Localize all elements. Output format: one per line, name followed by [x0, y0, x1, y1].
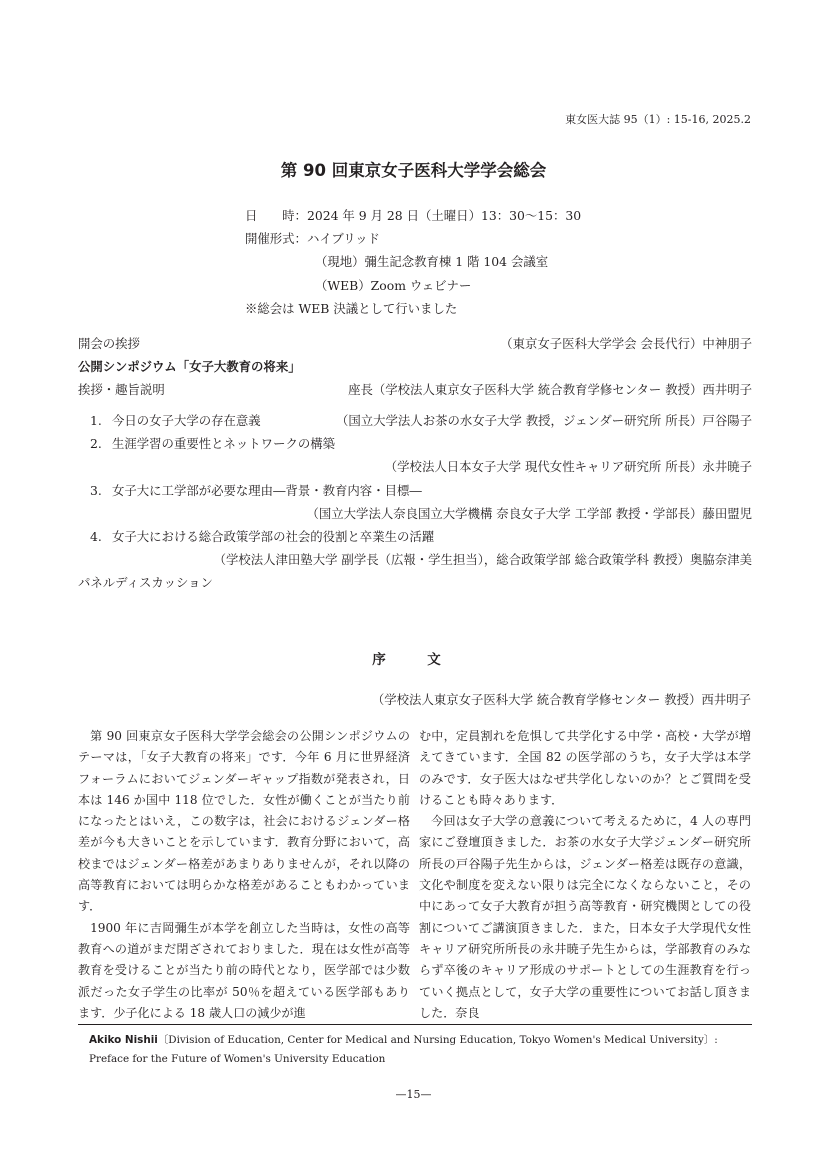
preface-paragraph: 1900 年に吉岡彌生が本学を創立した当時は，女性の高等教育への道がまだ閉ざされておりました．現在は女性が高等教育を受けることが当たり前の時代となり，医学部では少数派だった女子学生の比率が 50％を超えている医学部もあります．少子化による 18 歳人口の減少が進 — [78, 920, 410, 1020]
talk-number: 4. — [90, 528, 102, 544]
talk-title: 今日の女子大学の存在意義 — [112, 413, 261, 429]
opening-speaker: （東京女子医科大学学会 会長代行）中神朋子 — [500, 336, 752, 351]
preface-paragraph-continued: む中，定員割れを危惧して共学化する中学・高校・大学が増えてきています．全国 82 の医学部のうち，女子大学は本学のみです．女子医大はなぜ共学化しないのか？とご質問を受けることも時々あります． — [419, 729, 751, 807]
preface-title: 序 文 — [372, 652, 455, 668]
talk-speaker: （国立大学法人お茶の水女子大学 教授，ジェンダー研究所 所長）戸谷陽子 — [335, 413, 752, 429]
footnote — [89, 1031, 745, 1069]
venue-web: （WEB）Zoom ウェビナー — [315, 277, 472, 293]
program-symposium — [78, 355, 752, 378]
venue-onsite: （現地）彌生記念教育棟 1 階 104 会議室 — [315, 254, 549, 270]
preface-author: （学校法人東京女子医科大学 統合教育学修センター 教授）西井明子 — [371, 692, 751, 707]
talk-number: 2. — [90, 436, 102, 452]
talk-4 — [78, 525, 752, 548]
talk-speaker: （学校法人日本女子大学 現代女性キャリア研究所 所長）永井暁子 — [384, 459, 752, 475]
talk-3 — [78, 479, 752, 502]
opening-label: 開会の挨拶 — [78, 336, 140, 351]
page-number: —15— — [395, 1088, 432, 1101]
panel-discussion: パネルディスカッション — [78, 574, 213, 590]
talk-2 — [78, 432, 752, 455]
meeting-datetime: 日 時：2024 年 9 月 28 日（土曜日）13：30〜15：30 — [245, 208, 582, 223]
meeting-info — [245, 204, 581, 320]
meeting-format: 開催形式：ハイブリッド — [245, 231, 380, 247]
talk-title: 生涯学習の重要性とネットワークの構築 — [112, 436, 336, 452]
talk-title: 女子大に工学部が必要な理由―背景・教育内容・目標― — [112, 482, 422, 498]
program-panel — [78, 571, 752, 594]
meeting-note: ※総会は WEB 決議として行いました — [245, 300, 458, 316]
preface-paragraph: 第 90 回東京女子医科大学学会総会の公開シンポジウムのテーマは，「女子大教育の将来」です．今年 6 月に世界経済フォーラムにおいてジェンダーギャップ指数が発表され，日本は 146 か国中 118 位でした．女性が働くことが当たり前になったとはいえ，この数字は，社会におけるジェンダー格差が今も大きいことを示しています．教育分野において，高校まではジェンダー格差があまりありませんが，それ以降の高等教育においては明らかな格差があることもわかっています． — [78, 729, 410, 914]
program-intro — [78, 378, 752, 401]
talk-1 — [78, 409, 752, 432]
talk-speaker: （学校法人津田塾大学 副学長（広報・学生担当），総合政策学部 総合政策学科 教授）奥脇奈津美 — [213, 551, 752, 567]
talk-2-speaker-row — [78, 455, 752, 478]
page-title: 第 90 回東京女子医科大学学会総会 — [280, 161, 547, 180]
symposium-title: 公開シンポジウム「女子大教育の将来」 — [78, 359, 301, 375]
preface-column-right — [419, 726, 751, 1024]
program — [78, 332, 752, 594]
footnote-divider — [78, 1024, 752, 1025]
preface-column-left — [78, 726, 410, 1024]
talk-title: 女子大における総合政策学部の社会的役割と卒業生の活躍 — [112, 528, 435, 544]
footnote-author: Akiko Nishii — [89, 1034, 158, 1046]
footnote-text: 〔Division of Education, Center for Medical and Nursing Education, Tokyo Women's Medical University〕: Preface for the Future of Women's University Education — [89, 1034, 718, 1065]
journal-reference: 東女医大誌 95（1）: 15-16, 2025.2 — [565, 113, 751, 126]
talk-speaker: （国立大学法人奈良国立大学機構 奈良女子大学 工学部 教授・学部長）藤田盟児 — [306, 505, 752, 521]
talk-number: 1. — [90, 413, 102, 429]
intro-speaker: 座長（学校法人東京女子医科大学 統合教育学修センター 教授）西井明子 — [348, 382, 752, 398]
talk-number: 3. — [90, 482, 102, 498]
talk-3-speaker-row — [78, 502, 752, 525]
program-opening — [78, 332, 752, 355]
talk-4-speaker-row — [78, 548, 752, 571]
intro-label: 挨拶・趣旨説明 — [78, 382, 165, 398]
preface-paragraph: 今回は女子大学の意義について考えるために，4 人の専門家にご登壇頂きました．お茶の水女子大学ジェンダー研究所所長の戸谷陽子先生からは，ジェンダー格差は既存の意識，文化や制度を変えない限りは完全になくならないこと，その中にあって女子大教育が担う高等教育・研究機関としての役割についてご講演頂きました．また，日本女子大学現代女性キャリア研究所所長の永井暁子先生からは，学部教育のみならず卒後のキャリア形成のサポートとしての生涯教育を行っていく拠点として，女子大学の重要性についてお話し頂きました．奈良 — [419, 814, 751, 1020]
